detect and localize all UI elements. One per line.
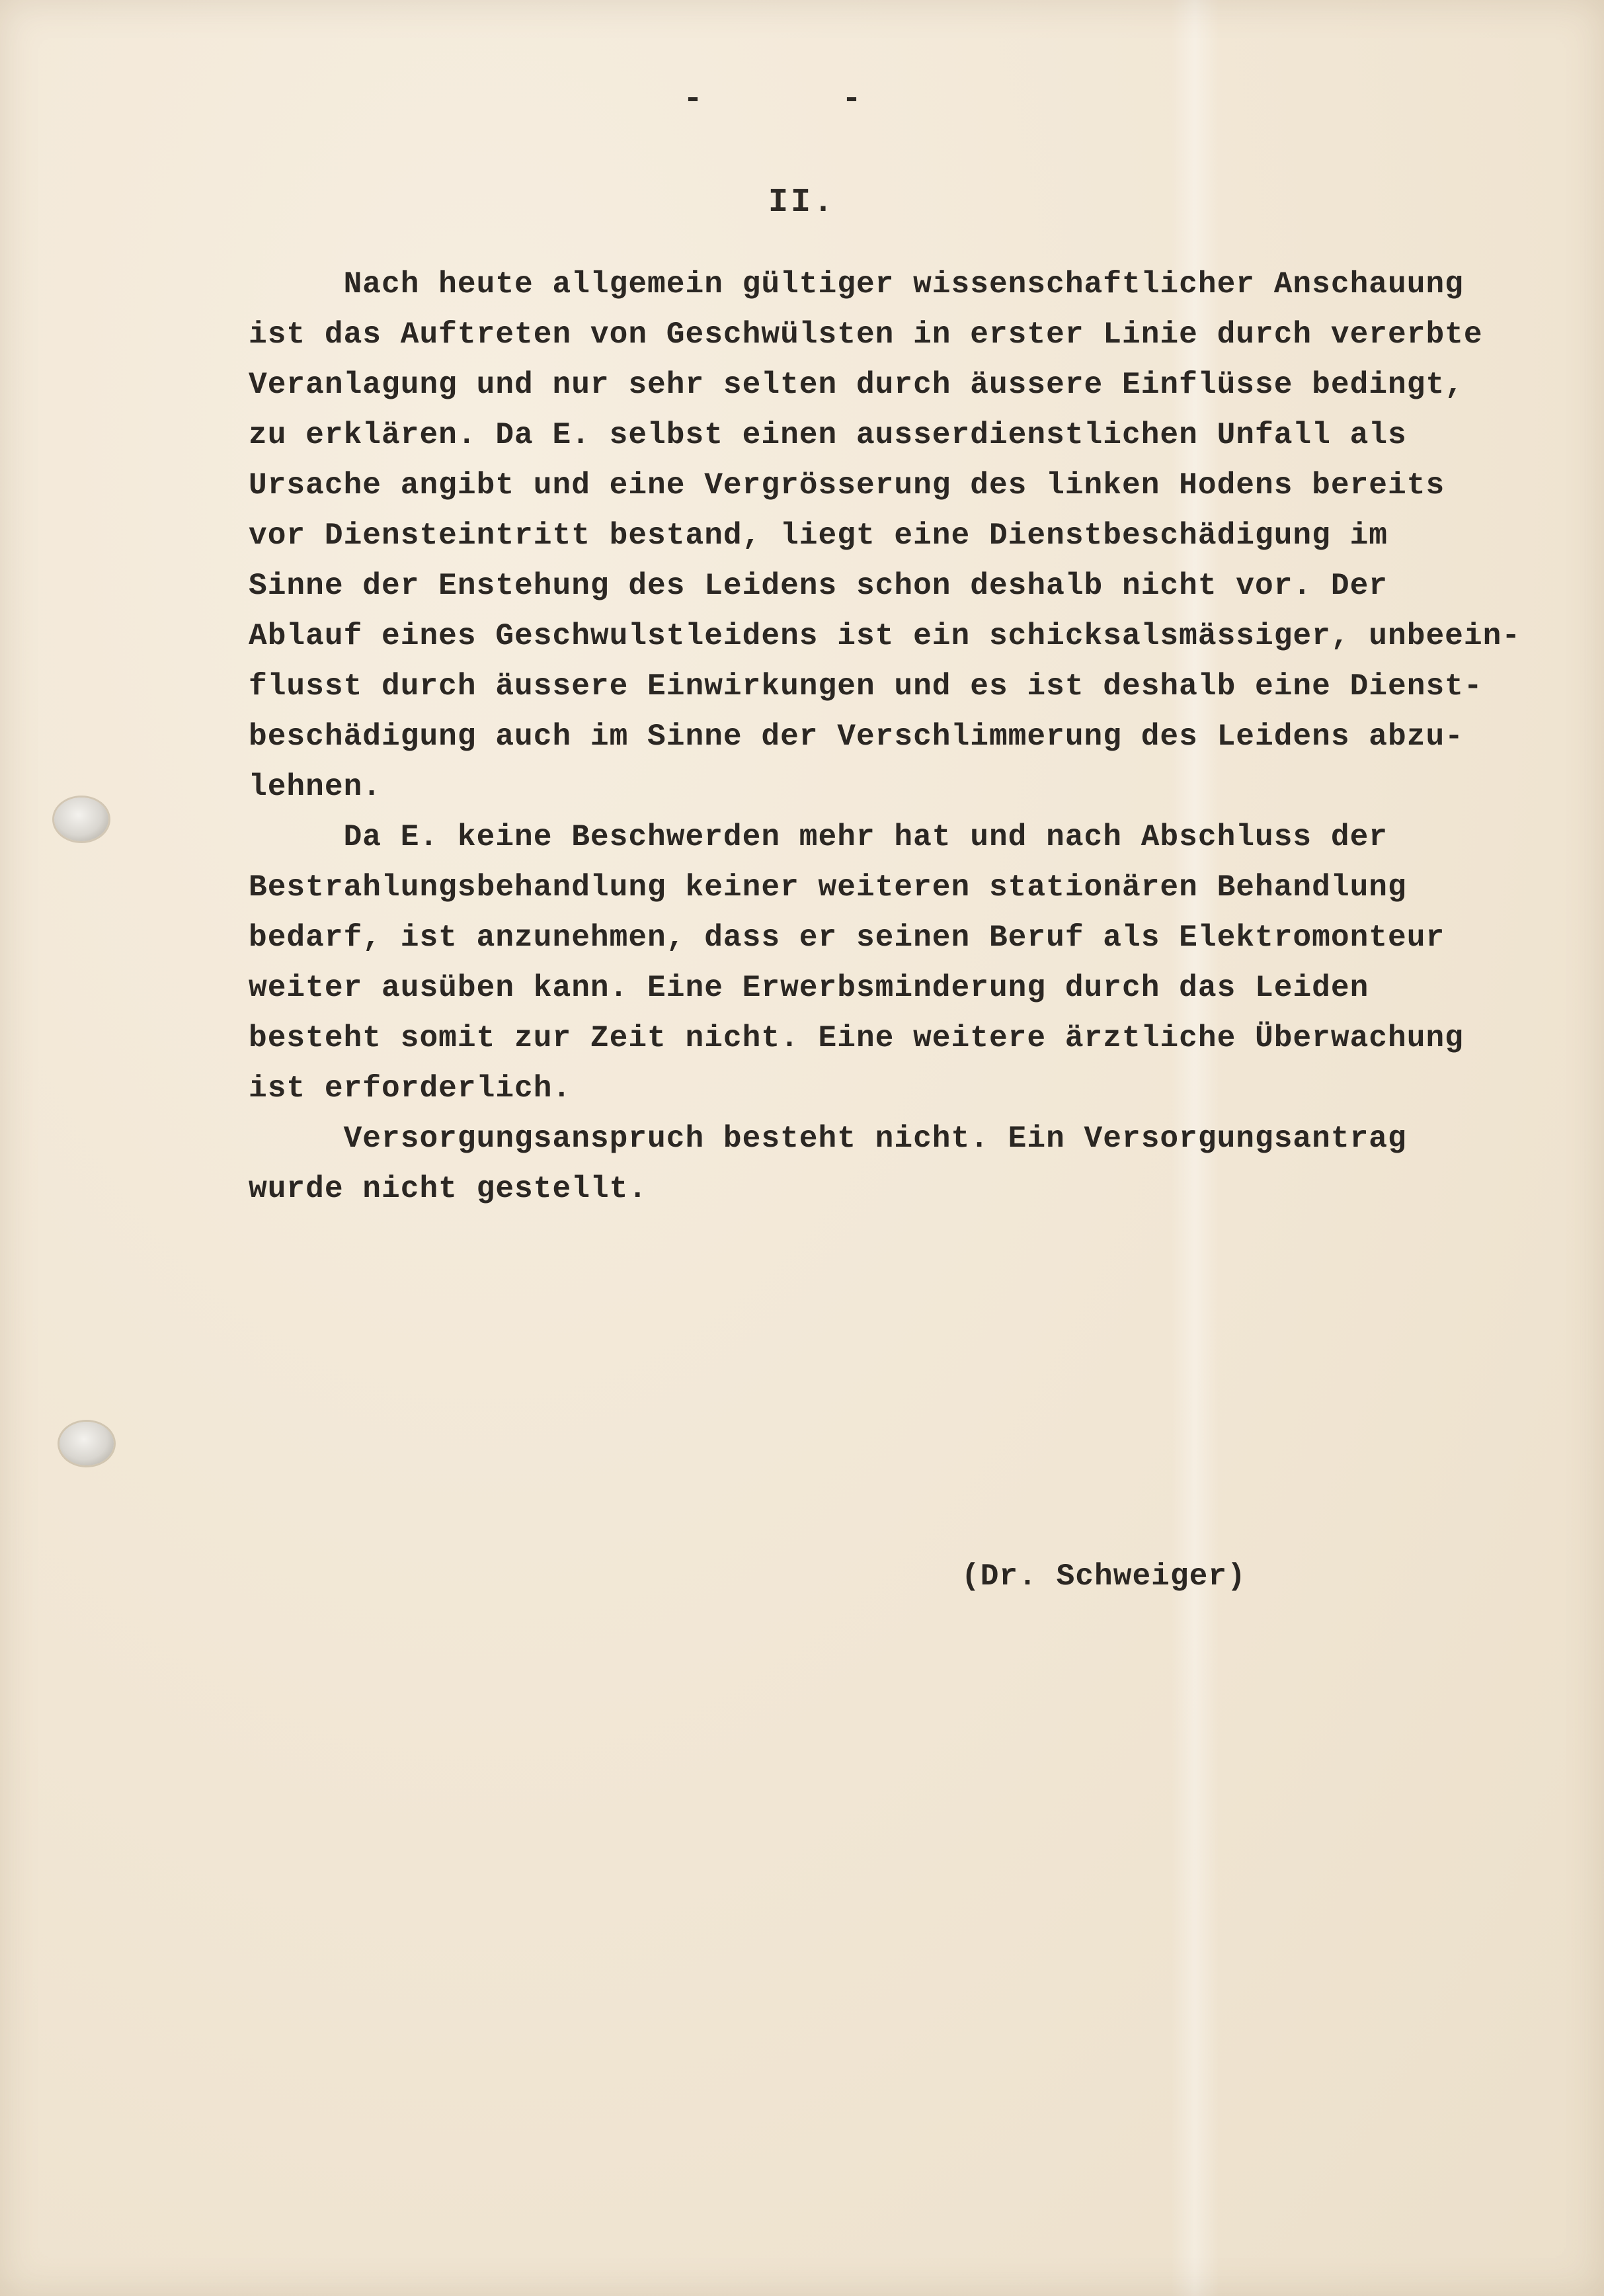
text-line: ist das Auftreten von Geschwülsten in erster Linie durch vererbte (249, 317, 1483, 352)
text-line: wurde nicht gestellt. (249, 1172, 648, 1206)
text-line: Versorgungsanspruch besteht nicht. Ein Versorgungsantrag (249, 1122, 1407, 1156)
paragraph-claim (249, 1114, 1597, 1214)
text-line: zu erklären. Da E. selbst einen ausserdienstlichen Unfall als (249, 418, 1407, 452)
text-line: vor Diensteintritt bestand, liegt eine Dienstbeschädigung im (249, 518, 1388, 553)
text-line: weiter ausüben kann. Eine Erwerbsminderung durch das Leiden (249, 971, 1369, 1005)
punch-hole-lower (60, 1422, 114, 1465)
text-line: beschädigung auch im Sinne der Verschlimmerung des Leidens abzu- (249, 719, 1464, 754)
signature: (Dr. Schweiger) (961, 1559, 1246, 1594)
text-line: Nach heute allgemein gültiger wissenschaftlicher Anschauung (249, 267, 1464, 302)
text-line: bedarf, ist anzunehmen, dass er seinen Beruf als Elektromonteur (249, 921, 1445, 955)
text-line: besteht somit zur Zeit nicht. Eine weitere ärztliche Überwachung (249, 1021, 1464, 1055)
body-text (249, 259, 1597, 1214)
text-line: Da E. keine Beschwerden mehr hat und nach Abschluss der (249, 820, 1388, 854)
text-line: Ablauf eines Geschwulstleidens ist ein schicksalsmässiger, unbeein- (249, 619, 1521, 653)
paragraph-work-capacity (249, 812, 1597, 1114)
section-heading: II. (768, 184, 836, 222)
text-line: Ursache angibt und eine Vergrösserung des linken Hodens bereits (249, 468, 1445, 503)
text-line: Bestrahlungsbehandlung keiner weiteren stationären Behandlung (249, 870, 1407, 905)
text-line: flusst durch äussere Einwirkungen und es ist deshalb eine Dienst- (249, 669, 1483, 704)
page-marker: - - (682, 81, 921, 118)
text-line: Sinne der Enstehung des Leidens schon deshalb nicht vor. Der (249, 569, 1388, 603)
text-line: lehnen. (249, 770, 382, 804)
text-line: Veranlagung und nur sehr selten durch äussere Einflüsse bedingt, (249, 368, 1464, 402)
punch-hole-upper (54, 798, 108, 841)
text-line: ist erforderlich. (249, 1071, 572, 1106)
paragraph-assessment (249, 259, 1597, 812)
